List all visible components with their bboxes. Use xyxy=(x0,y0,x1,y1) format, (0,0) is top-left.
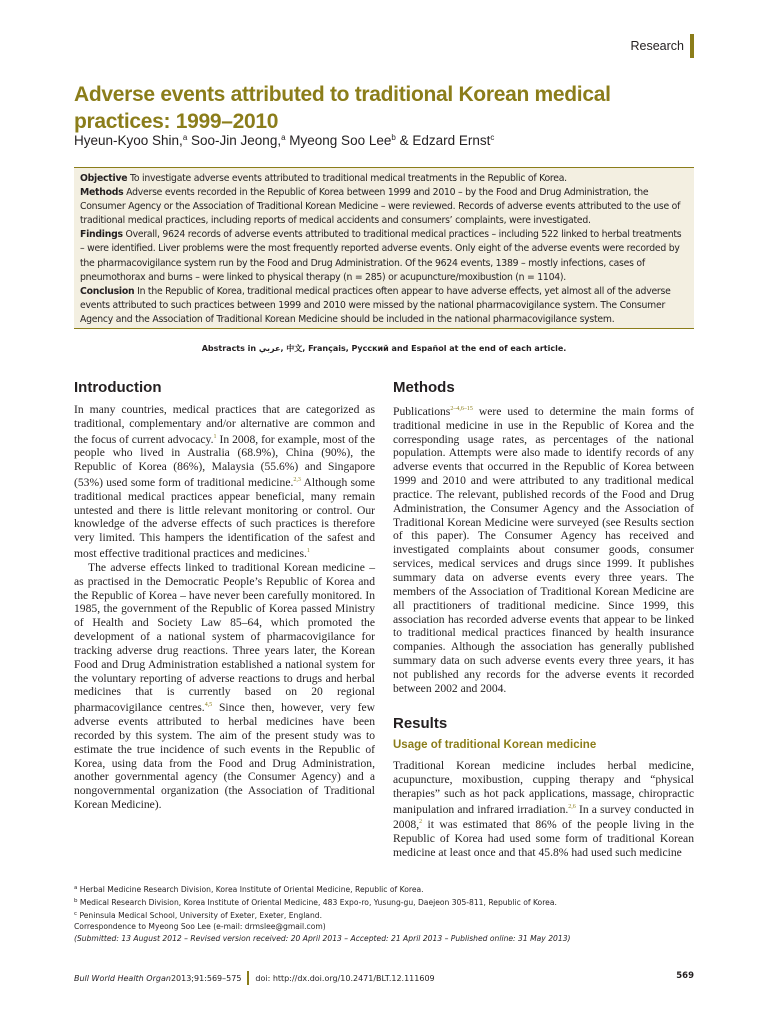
footnote-a xyxy=(74,883,571,896)
abstract-box xyxy=(74,167,694,329)
reference-mark[interactable]: 2 xyxy=(419,819,423,826)
abstract-methods-text: Adverse events recorded in the Republic of Korea between 1999 and 2010 – by the Food and Drug Administration, the Consumer Agency or the Association of Traditional Korean Medicine – were reviewed. Records of adverse events attributed to the use of traditional medical practices, including reports of medical accidents and consumers’ complaints, were investigated. xyxy=(80,187,681,227)
results-subheading: Usage of traditional Korean medicine xyxy=(393,739,597,751)
abstracts-note-languages: عربي, 中文, Français, Русский and Español xyxy=(258,344,447,353)
submission-dates xyxy=(74,933,571,945)
text-run: Publications xyxy=(393,404,451,418)
author-list xyxy=(74,133,494,148)
article-title: Adverse events attributed to traditional Korean medical practices: 1999–2010 xyxy=(74,83,611,133)
reference-mark[interactable]: 4,5 xyxy=(204,702,213,709)
author-name: Myeong Soo Lee xyxy=(285,133,392,148)
footnote-mark: c xyxy=(74,910,78,917)
journal-citation: 2013;91:569–575 xyxy=(170,973,242,983)
methods-paragraph xyxy=(393,403,694,696)
text-run: In many countries, medical practices that are categorized as traditional, complementary and/or alternative are common and the focus of current advocacy. xyxy=(74,403,375,446)
reference-mark[interactable]: 2,3 xyxy=(293,477,301,484)
footer-citation xyxy=(74,971,435,985)
introduction-paragraph xyxy=(74,403,375,561)
author-affiliation-mark: a xyxy=(281,133,286,142)
abstracts-note-suffix: at the end of each article. xyxy=(446,344,567,353)
reference-mark[interactable]: 2–4,6–15 xyxy=(450,406,473,412)
journal-name: Bull World Health Organ xyxy=(74,973,171,983)
section-accent-bar xyxy=(690,34,694,58)
text-run: In 2008, for example, most of the people who lived in Australia (68.9%), China (90%), the Republic of Korea (86%), Malaysia (55.6%) and Singapore (53%) used some form of traditional medicine. xyxy=(74,432,375,489)
abstracts-note-prefix: Abstracts in xyxy=(201,344,259,353)
footnote-b xyxy=(74,896,571,909)
abstracts-languages-note xyxy=(0,343,768,354)
author-affiliation-mark: a xyxy=(182,133,188,142)
doi-link[interactable]: doi: http://dx.doi.org/10.2471/BLT.12.111609 xyxy=(255,973,435,983)
text-run: The adverse effects linked to traditional Korean medicine – as practised in the Democratic People’s Republic of Korea and the Republic of Korea – have never been carefully monitored. In 1985, the government of the Republic of Korea passed Ministry of Health and Society Law 85–64, which promoted the development of a national system of pharmacovigilance for tracking adverse drug reactions. Three years later, the Korean Food and Drug Administration established a national system for the voluntary reporting of adverse reactions to drugs and herbal medicines that is currently based on 20 regional pharmacovigilance centres. xyxy=(74,560,375,715)
text-run: it was estimated that 86% of the people living in the Republic of Korea had used some form of traditional Korean medicine at least once and that 45.8% had used such medicine xyxy=(393,818,694,859)
abstract-findings-text: Overall, 9624 records of adverse events attributed to traditional medical practices – including 522 linked to herbal treatments – were identified. Liver problems were the most frequently reported adverse events. Only eight of the adverse events were recorded by the pharmacovigilance system run by the Food and Drug Administration. Of the 9624 events, 1389 – mostly infections, cases of pneumothorax and burns – were linked to physical therapy (n = 285) or acupuncture/moxibustion (n = 1104). xyxy=(80,229,682,283)
reference-mark[interactable]: 2,6 xyxy=(568,803,576,810)
author-name: & Edzard Ernst xyxy=(395,133,491,148)
abstract-objective-text: To investigate adverse events attributed to traditional medical treatments in the Republic of Korea. xyxy=(130,173,567,184)
abstract-objective-label: Objective xyxy=(80,173,128,184)
abstract-conclusion-text: In the Republic of Korea, traditional medical practices often appear to have adverse effects, yet almost all of the adverse events attributed to such practices between 1999 and 2010 were missed by the national pharmacovigilance system. The Consumer Agency and the Association of Traditional Korean Medicine should be included in the national pharmacovigilance system. xyxy=(80,285,671,325)
affiliation-footnotes xyxy=(74,883,571,945)
results-body xyxy=(393,759,694,860)
reference-mark[interactable]: 1 xyxy=(213,433,217,440)
author-affiliation-mark: b xyxy=(391,133,396,142)
methods-body xyxy=(393,403,694,696)
reference-mark[interactable]: 1 xyxy=(306,548,310,555)
abstract-methods-label: Methods xyxy=(80,187,124,199)
text-run: Since then, however, very few adverse events attributed to herbal medicines have been recorded by this system. The aim of the present study was to estimate the true incidence of such events in the Republic of Korea, using data from the Food and Drug Administration, another governmental agency (the Consumer Agency) and a nongovernmental organization (the Association of Traditional Korean Medicine). xyxy=(74,701,375,812)
page-number: 569 xyxy=(676,971,694,981)
introduction-paragraph xyxy=(74,561,375,812)
introduction-heading: Introduction xyxy=(74,379,162,396)
footnote-text: Herbal Medicine Research Division, Korea Institute of Oriental Medicine, Republic of Korea. xyxy=(77,885,424,894)
abstract-findings-label: Findings xyxy=(80,229,123,241)
text-run: Although some traditional medical practices appear beneficial, many remain untested and there is little relevant monitoring or control. Our knowledge of the adverse effects of such practices is therefore very limited. This hampers the identification of the safest and most effective traditional practices and medicines. xyxy=(74,475,375,561)
abstract-conclusion-label: Conclusion xyxy=(80,285,135,297)
abstract-methods xyxy=(80,186,688,228)
footnote-text: Peninsula Medical School, University of Exeter, Exeter, England. xyxy=(77,910,323,920)
abstract-findings xyxy=(80,228,688,284)
abstract-conclusion xyxy=(80,285,688,327)
results-paragraph xyxy=(393,759,694,860)
results-heading: Results xyxy=(393,715,448,732)
author-name: Soo-Jin Jeong, xyxy=(187,133,282,148)
methods-heading: Methods xyxy=(393,379,455,396)
text-run: were used to determine the main forms of traditional medicine in use in the Republic of Korea and the corresponding usage rates, as percentages of the national population. Attempts were also made to identify records of any adverse events that occurred in the Republic of Korea between 1999 and 2010 and were attributed to any traditional medical practice. The relevant, published records of the Food and Drug Administration, the Consumer Agency and the Association of Traditional Korean Medicine were surveyed (see Results section of this paper). The Consumer Agency has received and investigated complaints about consumer goods, consumer services, medical services and drugs since 1999. It publishes summary data on adverse events every three years. The members of the Association of Traditional Korean Medicine are all practitioners of traditional medicine. Since 1999, this association has recorded adverse events that appear to be linked to traditional medical practices financed by health insurance companies. Although the association has generally published summary data on such adverse events every three years, it has not published any records for the adverse events it recorded between 2002 and 2004. xyxy=(393,404,694,695)
author-affiliation-mark: c xyxy=(490,133,495,142)
footnote-text: Medical Research Division, Korea Institute of Oriental Medicine, 483 Expo-ro, Yusung-gu, Daejeon 305-811, Republic of Korea. xyxy=(77,897,557,907)
submission-dates-text: (Submitted: 13 August 2012 – Revised version received: 20 April 2013 – Accepted: 21 April 2013 – Published online: 31 May 2013) xyxy=(74,934,571,944)
correspondence-line: Correspondence to Myeong Soo Lee (e-mail: drmslee@gmail.com) xyxy=(74,922,326,932)
author-name: Hyeun-Kyoo Shin, xyxy=(74,133,183,148)
abstract-objective xyxy=(80,172,688,186)
section-label-text: Research xyxy=(630,39,684,53)
footnote-mark: a xyxy=(74,885,78,891)
text-run: Traditional Korean medicine includes herbal medicine, acupuncture, moxibustion, cupping therapy and “physical therapies” such as hot pack applications, massage, chiropractic manipulation and infrared irradiation. xyxy=(393,759,694,816)
text-run: In a survey conducted in 2008, xyxy=(393,802,694,832)
section-label xyxy=(631,34,695,58)
footnote-mark: b xyxy=(74,897,78,904)
footer-divider xyxy=(247,971,249,985)
footnote-c xyxy=(74,909,571,922)
introduction-body xyxy=(74,403,375,812)
